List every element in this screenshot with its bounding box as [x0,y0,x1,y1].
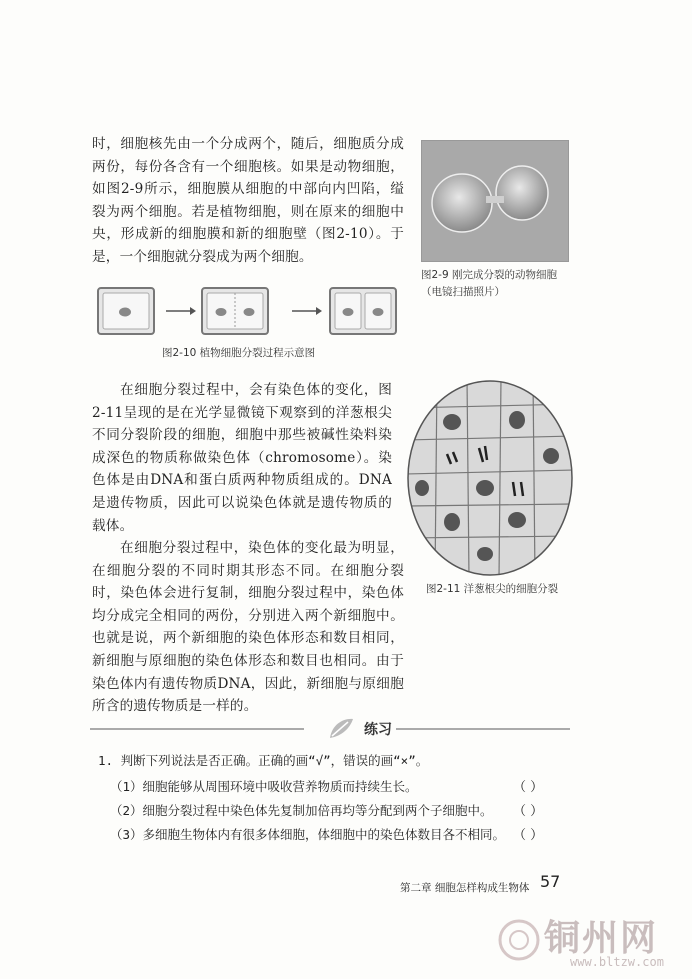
exercise-title: 练习 [364,722,392,738]
answer-blank-3[interactable]: （ ） [513,828,544,843]
figure-2-10-caption: 图2-10 植物细胞分裂过程示意图 [162,347,316,359]
watermark-text: 铜州网 [544,918,659,959]
watermark-url: www.bltzw.com [570,955,664,969]
figure-plant-cell-division-diagram [92,284,404,342]
body-paragraph-1: 时，细胞核先由一个分成两个，随后，细胞质分成两份，每份各含有一个细胞核。如果是动物细胞，如图2-9所示，细胞膜从细胞的中部向内凹陷，缢裂为两个细胞。若是植物细胞，则在原来的细胞中央，形成新的细胞膜和新的细胞壁（图2-10）。于是，一个细胞就分裂成为两个细胞。 [92,136,404,265]
exercise-header [90,716,570,742]
photo-dividing-animal-cell [421,140,569,262]
leaf-icon [326,716,356,742]
body-paragraph-2: 在细胞分裂过程中，会有染色体的变化，图2-11呈现的是在光学显微镜下观察到的洋葱根尖不同分裂阶段的细胞，细胞中那些被碱性染料染成深色的物质称做染色体（chromosome）。染色体是由DNA和蛋白质两种物质组成的。DNA是遗传物质，因此可以说染色体就是遗传物质的载体。 [92,382,392,534]
footer-chapter-title: 第二章 细胞怎样构成生物体 [400,882,530,894]
exercise-item-3: （3）多细胞生物体内有很多体细胞，体细胞中的染色体数目各不相同。 [110,827,506,842]
exercise-question-1: 1. 判断下列说法是否正确。正确的画“√”，错误的画“×”。 [98,753,429,768]
figure-2-11-caption: 图2-11 洋葱根尖的细胞分裂 [426,583,559,595]
exercise-item-2: （2）细胞分裂过程中染色体先复制加倍再均等分配到两个子细胞中。 [110,803,493,818]
answer-blank-1[interactable]: （ ） [513,780,544,795]
micrograph-onion-root-tip [405,378,575,578]
body-paragraph-3: 在细胞分裂过程中，染色体的变化最为明显，在细胞分裂的不同时期其形态不同。在细胞分裂时，染色体会进行复制，细胞分裂过程中，染色体均分成完全相同的两份，分别进入两个新细胞中。也就是说，两个新细胞的染色体形态和数目相同，新细胞与原细胞的染色体形态和数目也相同。由于染色体内有遗传物质DNA，因此，新细胞与原细胞所含的遗传物质是一样的。 [92,540,404,715]
answer-blank-2[interactable]: （ ） [513,804,544,819]
exercise-item-1: （1）细胞能够从周围环境中吸收营养物质而持续生长。 [110,779,418,794]
page-number: 57 [540,872,561,891]
figure-2-9-caption: 图2-9 刚完成分裂的动物细胞 （电镜扫描照片） [421,269,557,298]
